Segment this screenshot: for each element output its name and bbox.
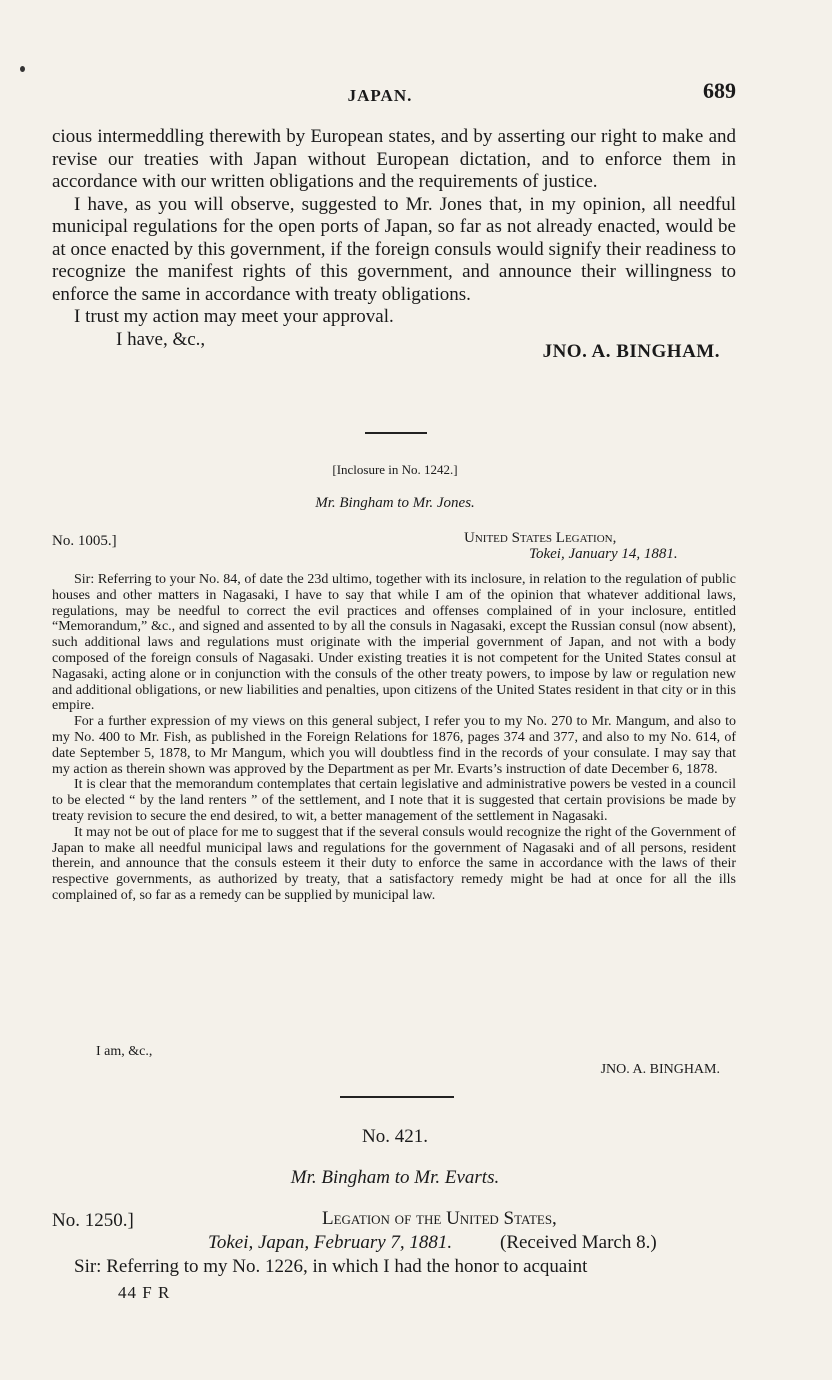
letter-place: United States Legation, [464,530,617,546]
paragraph: For a further expression of my views on this general subject, I refer you to my No. 270 to Mr. Mangum, and also to my No. 400 to Mr. Fish, as published in the Foreign Relations for 1876, pages 374 and 377, and also to my No. 614, of date September 5, 1878, to Mr Mangum, which you will doubtless find in the records of your consulate. I may say that my action as therein shown was approved by the Department as per Mr. Evarts’s instruction of date December 6, 1878. [52,714,736,777]
section-divider [340,1096,454,1098]
signature: JNO. A. BINGHAM. [600,1062,720,1077]
document-number-heading: No. 421. [362,1126,428,1147]
ink-speck [20,66,25,72]
paragraph: cious intermeddling therewith by European states, and by asserting our right to make and revise our treaties with Japan without European dictation, and to enforce them in accordance with our written obligations and the requirements of justice. [52,126,736,192]
signature: JNO. A. BINGHAM. [542,340,720,362]
letter-number: No. 1250.] [52,1210,134,1231]
inclosure-body [52,572,736,904]
paragraph: I trust my action may meet your approval. [74,306,394,327]
document-subhead: Mr. Bingham to Mr. Evarts. [290,1167,500,1188]
paragraph: I have, as you will observe, suggested to Mr. Jones that, in my opinion, all needful municipal regulations for the open ports of Japan, so far as not already enacted, would be at once enacted by this government, if the foreign consuls would signify their readiness to recognize the manifest rights of this government, and announce their willingness to enforce the same in accordance with treaty obligations. [52,193,736,305]
received-note: (Received March 8.) [500,1232,657,1253]
printer-signature-mark: 44 F R [118,1283,171,1302]
running-header: JAPAN. [347,86,413,105]
inclosure-subhead: Mr. Bingham to Mr. Jones. [315,495,475,511]
opening-line: Sir: Referring to my No. 1226, in which I had the honor to acquaint [74,1256,588,1277]
letter-number: No. 1005.] [52,533,117,549]
letter-date: Tokei, January 14, 1881. [529,546,678,562]
letter-date: Tokei, Japan, February 7, 1881. [208,1232,453,1253]
closing: I have, &c., [116,328,206,350]
closing: I am, &c., [96,1044,153,1059]
letter-place: Legation of the United States, [322,1208,557,1229]
page-number: 689 [703,78,736,103]
letter-continuation [52,126,736,362]
paragraph: Sir: Referring to your No. 84, of date the 23d ultimo, together with its inclosure, in relation to the regulation of public houses and other matters in Nagasaki, I have to say that while I am of the opinion that whatever additional laws, regulations, may be needful to correct the evil practices and offenses complained of in your inclosure, entitled “Memorandum,” &c., and signed and assented to by all the consuls in Nagasaki, except the Russian consul (now absent), such additional laws and regulations must originate with the imperial government of Japan, and not with a body composed of the foreign consuls of Nagasaki. Under existing treaties it is not competent for the United States consul at Nagasaki, acting alone or in conjunction with the consuls of the other treaty powers, to impose by law or regulation new and additional obligations, or new liabilities and penalties, upon citizens of the United States resident in that city or in this empire. [52,572,736,714]
paragraph: It is clear that the memorandum contemplates that certain legislative and administrative powers be vested in a council to be elected “ by the land renters ” of the settlement, and I note that it is suggested that certain provisions be made by treaty revision to secure the end desired, to wit, a better management of the settlement in Nagasaki. [52,777,736,824]
inclosure-label: [Inclosure in No. 1242.] [332,462,458,477]
paragraph: It may not be out of place for me to suggest that if the several consuls would recognize the right of the Government of Japan to make all needful municipal laws and regulations for the government of Nagasaki and of all persons, resident therein, and announce that the consuls esteem it their duty to enforce the same in accordance with the laws of their respective governments, as authorized by treaty, that a satisfactory remedy might be had at once for all the ills complained of, so far as a remedy can be supplied by municipal law. [52,824,736,903]
section-divider [365,432,427,434]
signature-block [52,328,736,362]
